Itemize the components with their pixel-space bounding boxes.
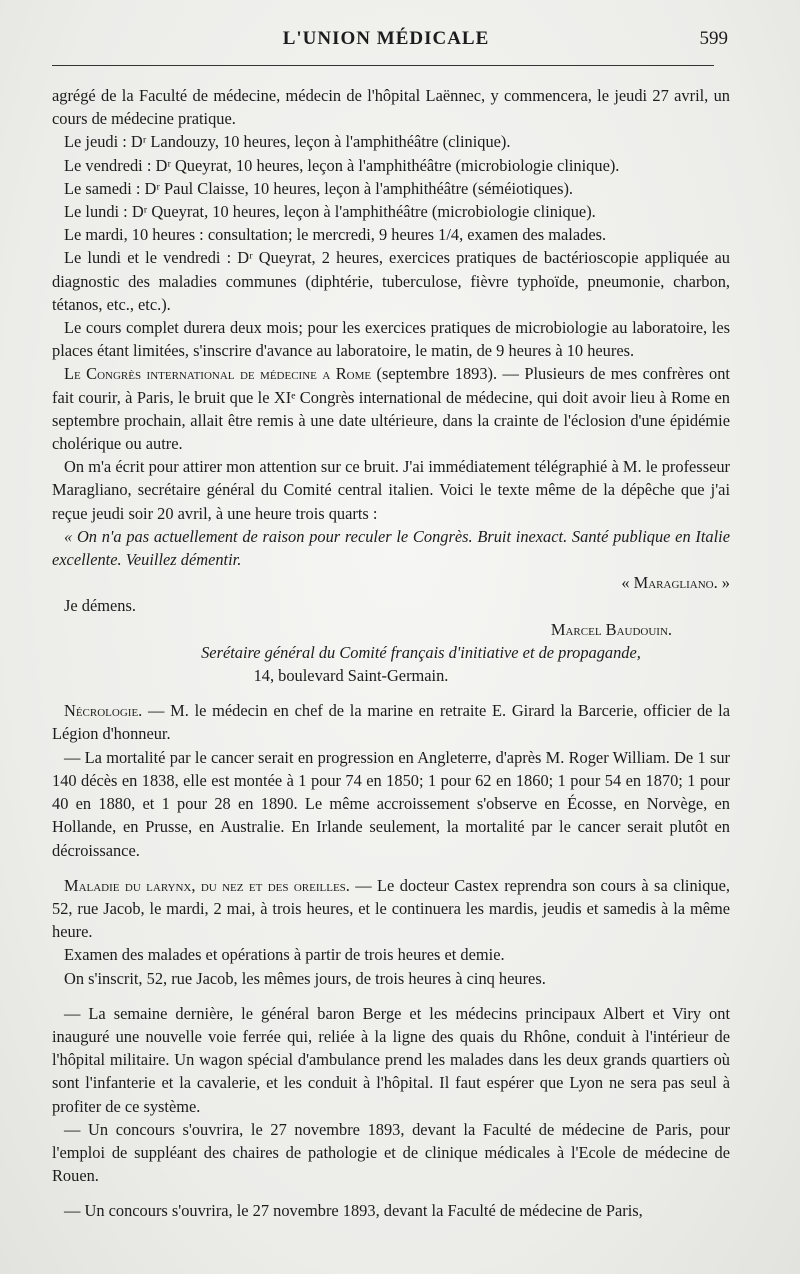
paragraph-text: — Le docteur Castex reprendra son cours à sa clinique, 52, rue Jacob, le mardi, 2 mai, à trois heures, et le continuera les mardis, jeudis et samedis à la même heure.: [52, 875, 730, 942]
section-heading: Nécrologie.: [64, 701, 143, 721]
paragraph: — La mortalité par le cancer serait en progression en Angleterre, d'après M. Roger William. De 1 sur 140 décès en 1838, elle est montée à 1 pour 74 en 1850; 1 pour 62 en 1860; 1 pour 54 en 1870; 1 pour 40 en 1880, et 1 pour 28 en 1890. Le même accroissement s'observe en Écosse, en Norvège, en Hollande, en Prusse, en Australie. En Irlande seulement, la mortalité par le cancer serait plutôt en décroissance.: [52, 747, 730, 860]
page-number: 599: [699, 28, 728, 49]
paragraph: — Un concours s'ouvrira, le 27 novembre 1893, devant la Faculté de médecine de Paris,: [64, 1201, 643, 1221]
paragraph: On m'a écrit pour attirer mon attention sur ce bruit. J'ai immédiatement télégraphié à M. le professeur Maragliano, secrétaire général du Comité central italien. Voici le texte même de la dépêche que j'ai reçue jeudi soir 20 avril, à une heure trois quarts :: [52, 457, 730, 523]
paragraph: Je démens.: [64, 596, 136, 616]
paragraph: agrégé de la Faculté de médecine, médecin de l'hôpital Laënnec, y commencera, le jeudi 27 avril, un cours de médecine pratique.: [52, 86, 730, 129]
signature-address: 14, boulevard Saint-Germain.: [253, 666, 449, 686]
paragraph: [52, 699, 730, 745]
paragraph: [52, 874, 730, 944]
paragraph: Le vendredi : Dʳ Queyrat, 10 heures, leçon à l'amphithéâtre (microbiologie clinique).: [64, 155, 620, 175]
paragraph: Le lundi : Dʳ Queyrat, 10 heures, leçon à l'amphithéâtre (microbiologie clinique).: [64, 202, 596, 222]
signature-title: Serétaire général du Comité français d'initiative et de propagande,: [201, 642, 641, 662]
paragraph-text: — M. le médecin en chef de la marine en retraite E. Girard la Barcerie, officier de la Légion d'honneur.: [52, 701, 730, 744]
article-body: [52, 84, 730, 1223]
telegram-quote: « On n'a pas actuellement de raison pour reculer le Congrès. Bruit inexact. Santé publique en Italie excellente. Veuillez démentir.: [52, 526, 730, 570]
section-heading: Le Congrès international de médecine a Rome: [64, 364, 372, 384]
section-heading: Maladie du larynx, du nez et des oreilles.: [64, 875, 350, 895]
telegram-signature: « Maragliano. »: [621, 573, 730, 593]
paragraph: Le cours complet durera deux mois; pour les exercices pratiques de microbiologie au laboratoire, les places étant limitées, s'inscrire d'avance au laboratoire, le matin, de 9 heures à 10 heures.: [52, 318, 730, 361]
paragraph: — Un concours s'ouvrira, le 27 novembre 1893, devant la Faculté de médecine de Paris, pour l'emploi de suppléant des chaires de pathologie et de clinique médicales à l'Ecole de médecine de Rouen.: [52, 1119, 730, 1186]
page-header: [52, 28, 728, 56]
paragraph-text: (septembre 1893). — Plusieurs de mes confrères ont fait courir, à Paris, le bruit que le XIᵉ Congrès international de médecine, qui doit avoir lieu à Rome en septembre prochain, allait être remis à une date ultérieure, dans la crainte de l'éclosion d'une épidémie cholérique ou autre.: [52, 364, 730, 454]
header-rule: [52, 65, 714, 66]
paragraph: Examen des malades et opérations à partir de trois heures et demie.: [64, 945, 505, 965]
paragraph: On s'inscrit, 52, rue Jacob, les mêmes jours, de trois heures à cinq heures.: [64, 968, 546, 988]
paragraph: Le mardi, 10 heures : consultation; le mercredi, 9 heures 1/4, examen des malades.: [64, 225, 607, 245]
paragraph: Le jeudi : Dʳ Landouzy, 10 heures, leçon à l'amphithéâtre (clinique).: [64, 132, 511, 152]
paragraph: — La semaine dernière, le général baron Berge et les médecins principaux Albert et Viry ont inauguré une nouvelle voie ferrée qui, reliée à la ligne des quais du Rhône, conduit à l'intérieur de l'hôpital militaire. Un wagon spécial d'ambulance prend les malades dans les deux grands quartiers où sont l'infanterie et la cavalerie, et les conduit à l'hôpital. Il faut espérer que Lyon ne sera pas seul à profiter de ce système.: [52, 1003, 730, 1116]
paragraph: [52, 362, 730, 455]
paragraph: Le samedi : Dʳ Paul Claisse, 10 heures, leçon à l'amphithéâtre (séméiotiques).: [64, 178, 574, 198]
signature-name: Marcel Baudouin.: [550, 619, 672, 639]
running-title: L'UNION MÉDICALE: [282, 28, 490, 49]
paragraph: Le lundi et le vendredi : Dʳ Queyrat, 2 heures, exercices pratiques de bactérioscopie appliquée au diagnostic des maladies communes (diphtérie, tuberculose, fièvre typhoïde, pneumonie, charbon, tétanos, etc., etc.).: [52, 248, 730, 314]
